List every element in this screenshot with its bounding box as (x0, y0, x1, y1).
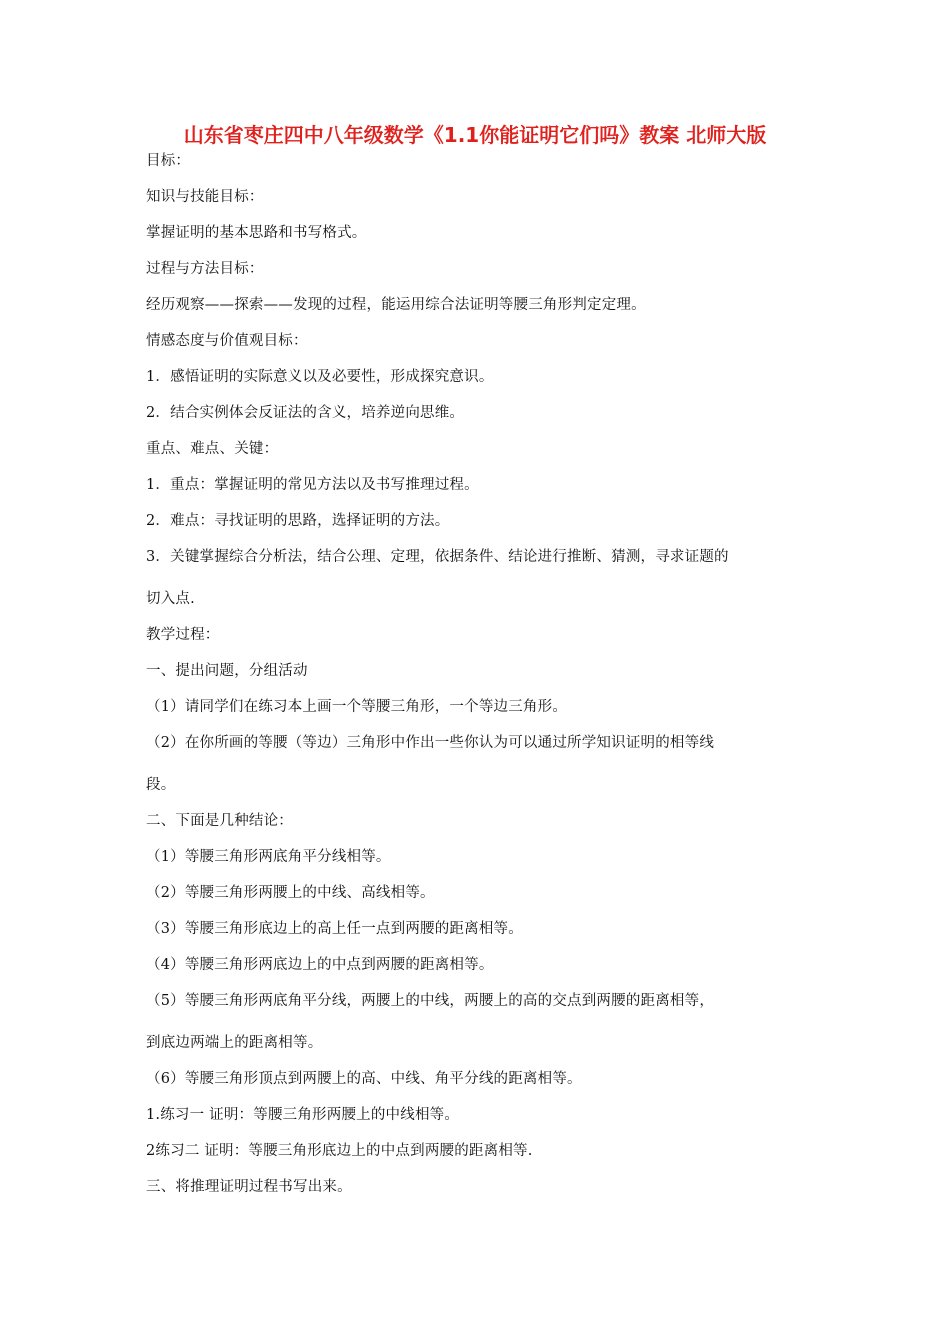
text-line: 情感态度与价值观目标： (146, 333, 308, 349)
text-line: 1．感悟证明的实际意义以及必要性，形成探究意识。 (146, 369, 494, 385)
text-line: （6）等腰三角形顶点到两腰上的高、中线、角平分线的距离相等。 (146, 1071, 582, 1087)
text-line: （1）请同学们在练习本上画一个等腰三角形，一个等边三角形。 (146, 699, 568, 715)
text-line: 3．关键掌握综合分析法，结合公理、定理，依据条件、结论进行推断、猜测，寻求证题的 (146, 549, 729, 565)
document-title: 山东省枣庄四中八年级数学《1.1你能证明它们吗》教案 北师大版 (183, 123, 767, 147)
text-line: 重点、难点、关键： (146, 441, 279, 457)
text-line: 经历观察——探索——发现的过程，能运用综合法证明等腰三角形判定定理。 (146, 297, 646, 313)
text-line: （1）等腰三角形两底角平分线相等。 (146, 849, 391, 865)
text-line: （4）等腰三角形两底边上的中点到两腰的距离相等。 (146, 957, 494, 973)
text-line: （2）在你所画的等腰（等边）三角形中作出一些你认为可以通过所学知识证明的相等线 (146, 735, 715, 751)
text-line: 2．难点：寻找证明的思路，选择证明的方法。 (146, 513, 450, 529)
text-line: 二、下面是几种结论： (146, 813, 293, 829)
text-line: 切入点. (146, 591, 195, 607)
document-body (146, 150, 811, 1198)
text-line: 知识与技能目标： (146, 189, 264, 205)
text-line: （5）等腰三角形两底角平分线，两腰上的中线，两腰上的高的交点到两腰的距离相等， (146, 993, 715, 1009)
text-line: （2）等腰三角形两腰上的中线、高线相等。 (146, 885, 435, 901)
text-line: 1.练习一 证明：等腰三角形两腰上的中线相等。 (146, 1107, 460, 1123)
text-line: 段。 (146, 777, 176, 793)
text-line: 目标： (146, 153, 191, 169)
text-line: 1．重点：掌握证明的常见方法以及书写推理过程。 (146, 477, 479, 493)
text-line: 教学过程： (146, 627, 220, 643)
text-line: 掌握证明的基本思路和书写格式。 (146, 225, 367, 241)
text-line: 2练习二 证明：等腰三角形底边上的中点到两腰的距离相等. (146, 1143, 533, 1159)
text-line: 一、提出问题，分组活动 (146, 663, 308, 679)
text-line: 三、将推理证明过程书写出来。 (146, 1179, 352, 1195)
text-line: （3）等腰三角形底边上的高上任一点到两腰的距离相等。 (146, 921, 523, 937)
text-line: 2．结合实例体会反证法的含义，培养逆向思维。 (146, 405, 465, 421)
text-line: 过程与方法目标： (146, 261, 264, 277)
text-line: 到底边两端上的距离相等。 (146, 1035, 323, 1051)
